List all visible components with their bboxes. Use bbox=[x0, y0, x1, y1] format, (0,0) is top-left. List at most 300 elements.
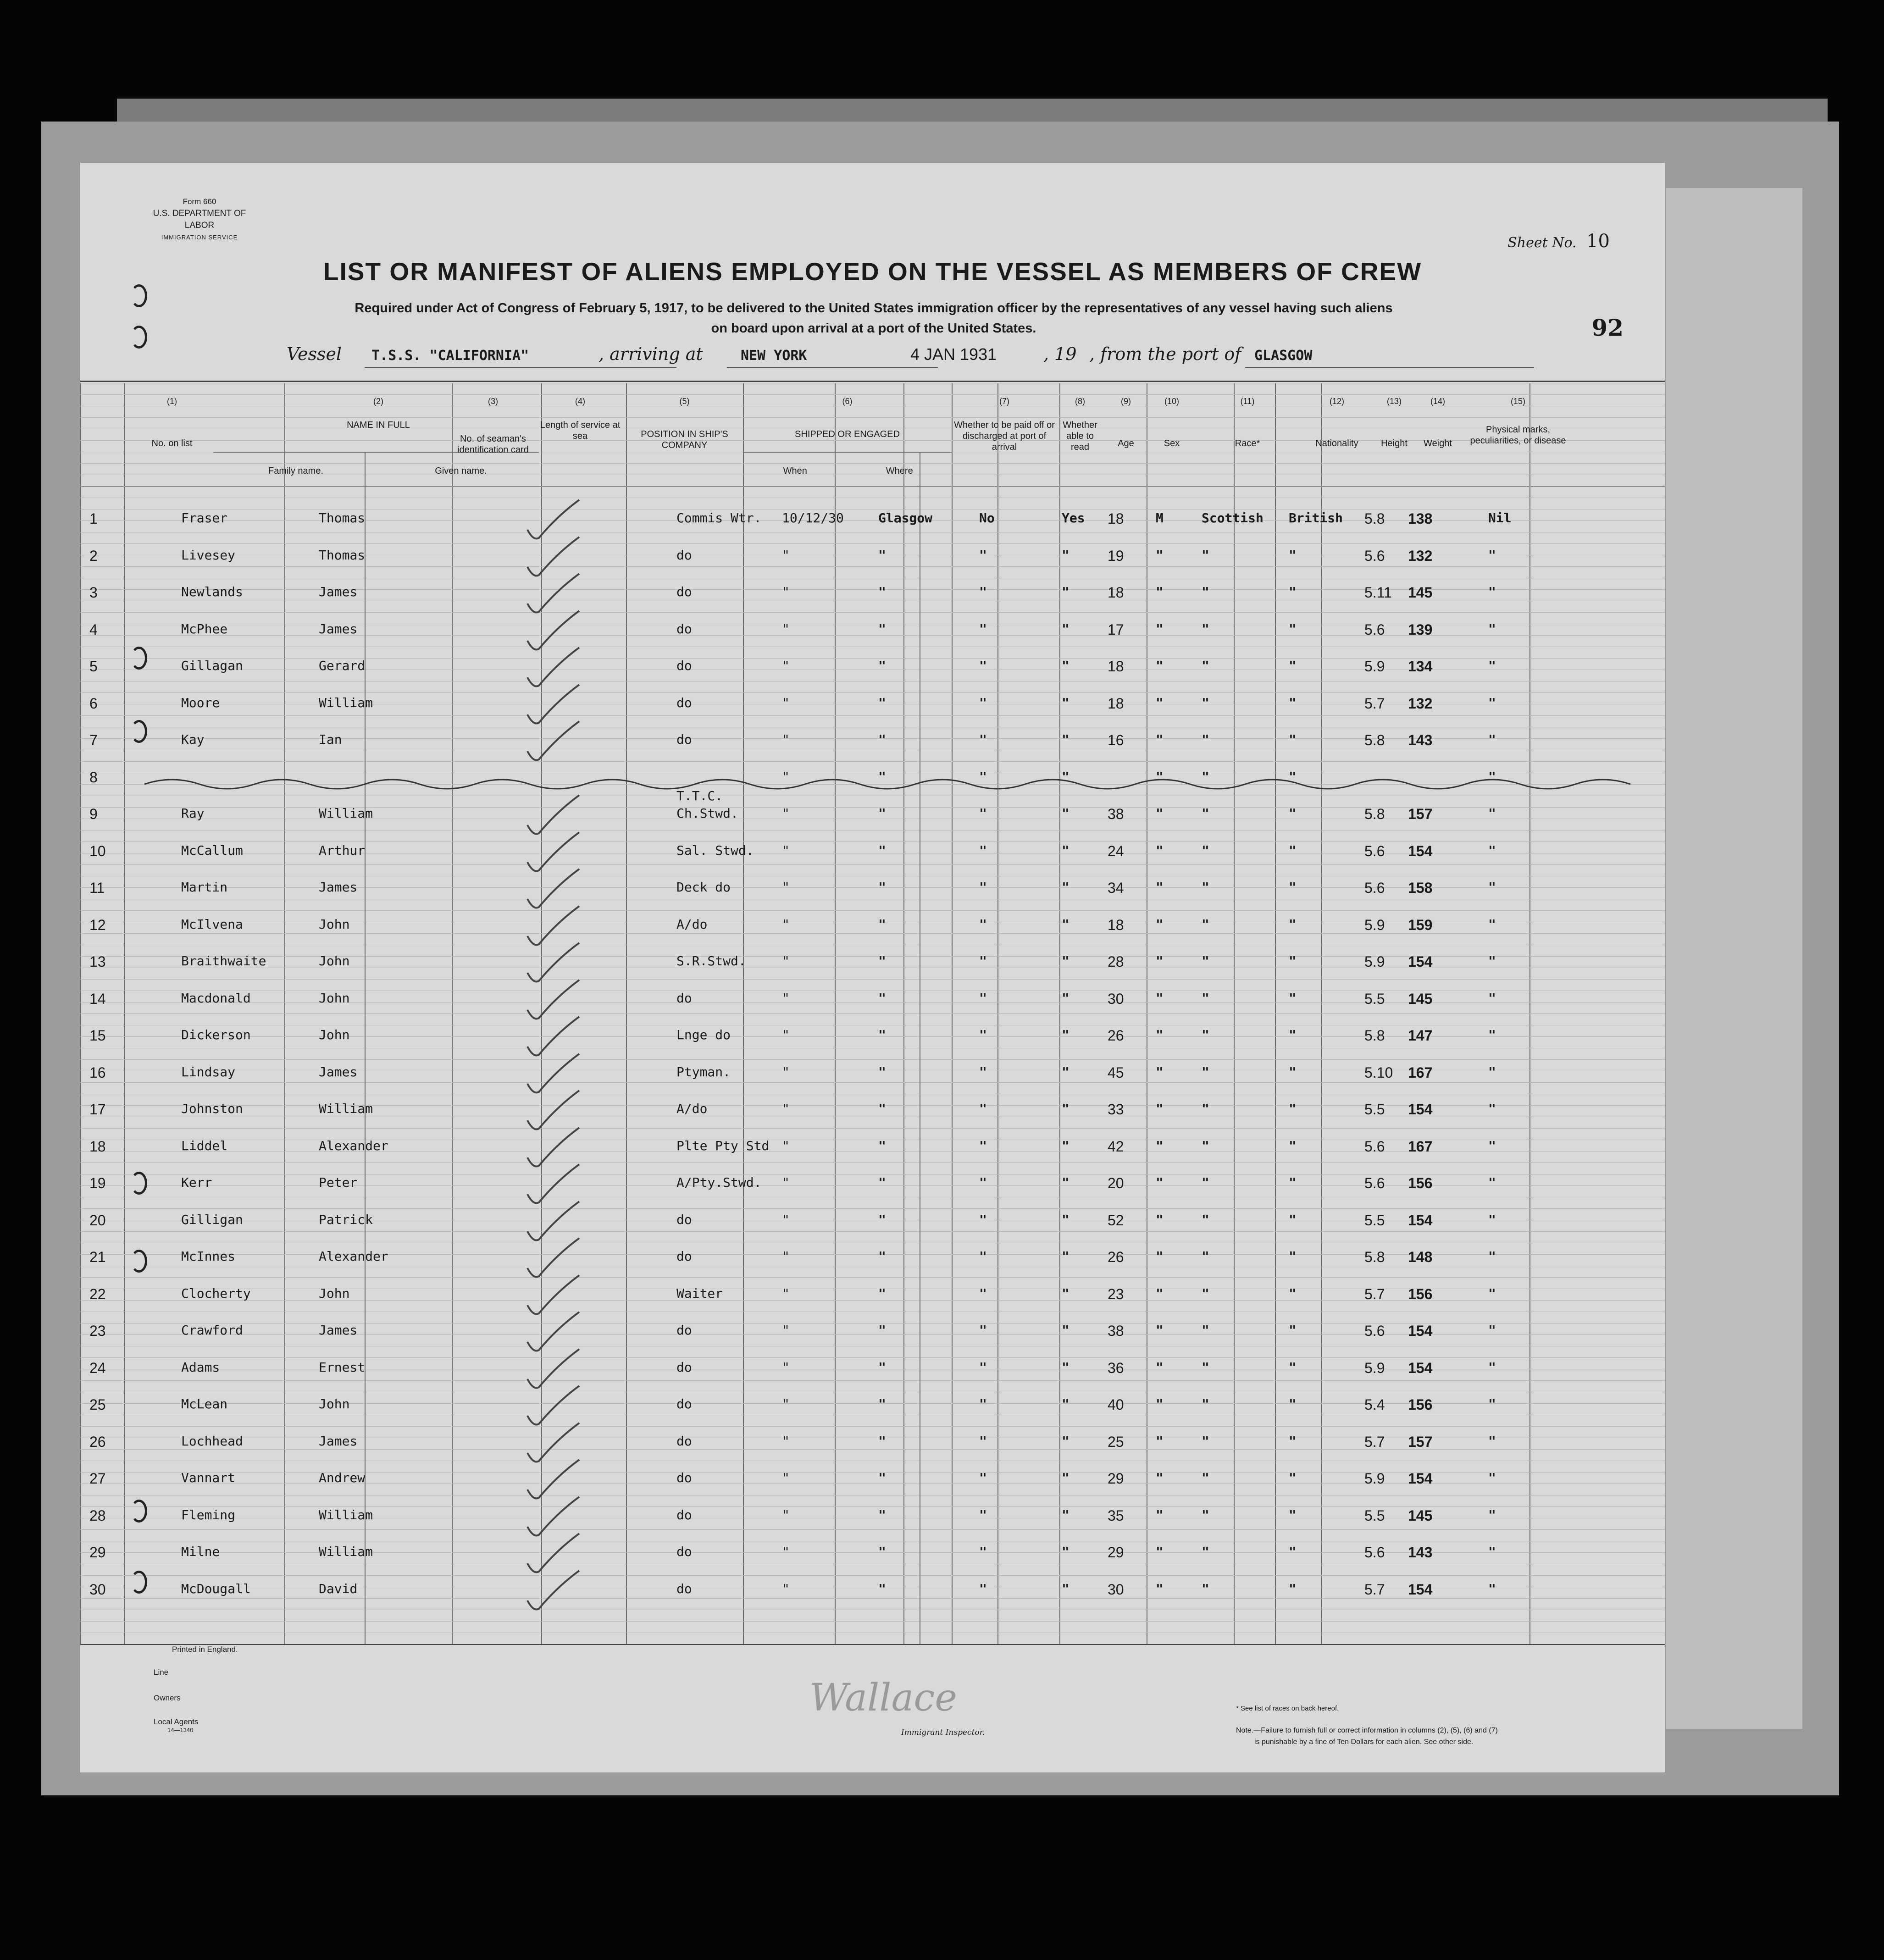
cell-where: " bbox=[878, 1396, 886, 1412]
cell-family: Dickerson bbox=[181, 1027, 251, 1042]
cell-nat: " bbox=[1289, 990, 1297, 1006]
cell-no: 15 bbox=[89, 1027, 106, 1044]
cell-when: " bbox=[782, 1544, 790, 1559]
cell-family: Vannart bbox=[181, 1470, 236, 1485]
cell-nat: " bbox=[1289, 1285, 1297, 1301]
cell-age: 52 bbox=[1108, 1212, 1124, 1229]
cell-height: 5.7 bbox=[1364, 1433, 1385, 1450]
cell-family: Lindsay bbox=[181, 1064, 236, 1080]
cell-height: 5.6 bbox=[1364, 1323, 1385, 1339]
cell-weight: 154 bbox=[1408, 1212, 1433, 1229]
cell-weight: 148 bbox=[1408, 1249, 1433, 1265]
column-number: (1) bbox=[167, 397, 177, 406]
form-header bbox=[149, 196, 250, 244]
cell-position: Waiter bbox=[676, 1285, 723, 1301]
cell-position: do bbox=[676, 1544, 692, 1559]
table-row bbox=[80, 654, 1665, 691]
cell-paid: " bbox=[979, 695, 987, 710]
owners-label: Owners bbox=[154, 1694, 181, 1702]
cell-read: " bbox=[1062, 1433, 1069, 1449]
cell-nat: " bbox=[1289, 1101, 1297, 1116]
cell-height: 5.10 bbox=[1364, 1064, 1393, 1081]
cell-where: " bbox=[878, 695, 886, 710]
cell-position: Sal. Stwd. bbox=[676, 842, 754, 858]
cell-where: " bbox=[878, 732, 886, 747]
cell-height: 5.11 bbox=[1364, 584, 1392, 601]
cell-given: Alexander bbox=[319, 1249, 388, 1264]
cell-race: " bbox=[1202, 769, 1209, 784]
cell-height: 5.8 bbox=[1364, 1249, 1385, 1265]
cell-sex: " bbox=[1156, 769, 1164, 784]
cell-paid: " bbox=[979, 1581, 987, 1596]
table-row bbox=[80, 1578, 1665, 1614]
cell-given: David bbox=[319, 1581, 358, 1596]
column-subheader: Given name. bbox=[435, 466, 487, 476]
column-header: No. on list bbox=[151, 438, 193, 448]
cell-weight: 145 bbox=[1408, 1507, 1433, 1524]
cell-no: 20 bbox=[89, 1212, 106, 1229]
column-subheader: When bbox=[783, 466, 807, 476]
cell-family: Clocherty bbox=[181, 1285, 251, 1301]
cell-nat: " bbox=[1289, 1175, 1297, 1190]
cell-read: " bbox=[1062, 621, 1069, 637]
cell-where: " bbox=[878, 842, 886, 858]
cell-height: 5.5 bbox=[1364, 990, 1385, 1007]
cell-nat: " bbox=[1289, 769, 1297, 784]
cell-nat: " bbox=[1289, 1138, 1297, 1153]
cell-given: Thomas bbox=[319, 510, 366, 526]
cell-paid: " bbox=[979, 880, 987, 895]
cell-marks: " bbox=[1488, 1470, 1496, 1485]
cell-marks: " bbox=[1488, 916, 1496, 932]
cell-given: John bbox=[319, 953, 350, 969]
cell-weight: 167 bbox=[1408, 1064, 1433, 1081]
cell-paid: " bbox=[979, 1027, 987, 1042]
cell-no: 16 bbox=[89, 1064, 106, 1081]
cell-sex: " bbox=[1156, 1433, 1164, 1449]
races-note: * See list of races on back hereof. bbox=[1236, 1705, 1339, 1712]
cell-age: 25 bbox=[1108, 1433, 1124, 1450]
cell-weight: 132 bbox=[1408, 695, 1433, 712]
cell-sex: " bbox=[1156, 1138, 1164, 1153]
cell-paid: " bbox=[979, 658, 987, 673]
cell-height: 5.6 bbox=[1364, 1175, 1385, 1191]
cell-nat: " bbox=[1289, 1212, 1297, 1227]
cell-given: John bbox=[319, 990, 350, 1006]
cell-height: 5.7 bbox=[1364, 1285, 1385, 1302]
cell-height: 5.6 bbox=[1364, 842, 1385, 859]
cell-sex: " bbox=[1156, 1285, 1164, 1301]
punch-hole bbox=[131, 720, 147, 743]
cell-no: 14 bbox=[89, 990, 106, 1007]
cell-paid: " bbox=[979, 953, 987, 969]
cell-where: " bbox=[878, 880, 886, 895]
cell-position: A/do bbox=[676, 1101, 708, 1116]
cell-sex: M bbox=[1156, 510, 1164, 526]
cell-weight: 154 bbox=[1408, 1323, 1433, 1339]
table-top-rule bbox=[80, 381, 1665, 382]
cell-marks: " bbox=[1488, 1249, 1496, 1264]
table-row bbox=[80, 692, 1665, 728]
cell-family: McInnes bbox=[181, 1249, 236, 1264]
cell-when: " bbox=[782, 547, 790, 563]
column-number: (10) bbox=[1164, 397, 1179, 406]
table-row bbox=[80, 1467, 1665, 1503]
cell-when: " bbox=[782, 1101, 790, 1116]
cell-sex: " bbox=[1156, 1359, 1164, 1375]
cell-nat: " bbox=[1289, 658, 1297, 673]
cell-family: McDougall bbox=[181, 1581, 251, 1596]
punch-hole bbox=[131, 1172, 147, 1195]
cell-height: 5.7 bbox=[1364, 695, 1385, 712]
cell-when: " bbox=[782, 990, 790, 1006]
cell-weight: 158 bbox=[1408, 880, 1433, 896]
cell-sex: " bbox=[1156, 1544, 1164, 1559]
cell-position: Commis Wtr. bbox=[676, 510, 762, 526]
vessel-name: T.S.S. "CALIFORNIA" bbox=[371, 348, 529, 364]
cell-race: " bbox=[1202, 1470, 1209, 1485]
table-row bbox=[80, 1245, 1665, 1282]
cell-paid: " bbox=[979, 1433, 987, 1449]
cell-read: " bbox=[1062, 584, 1069, 599]
cell-weight: 159 bbox=[1408, 916, 1433, 933]
column-header: Race* bbox=[1235, 438, 1260, 448]
cell-nat: " bbox=[1289, 1544, 1297, 1559]
cell-height: 5.6 bbox=[1364, 1138, 1385, 1155]
sheet-label: Sheet No. bbox=[1507, 235, 1577, 251]
cell-where: " bbox=[878, 1064, 886, 1080]
cell-where: " bbox=[878, 1433, 886, 1449]
cell-given: Peter bbox=[319, 1175, 358, 1190]
cell-position: do bbox=[676, 584, 692, 599]
cell-race: " bbox=[1202, 584, 1209, 599]
cell-no: 7 bbox=[89, 732, 98, 748]
arriving-port: NEW YORK bbox=[741, 348, 807, 364]
column-number: (12) bbox=[1329, 397, 1344, 406]
cell-weight: 139 bbox=[1408, 621, 1433, 638]
cell-no: 22 bbox=[89, 1285, 106, 1302]
cell-no: 21 bbox=[89, 1249, 106, 1265]
table-bottom-rule bbox=[80, 1644, 1665, 1645]
cell-given: William bbox=[319, 1507, 373, 1523]
cell-weight: 157 bbox=[1408, 1433, 1433, 1450]
cell-read: " bbox=[1062, 1212, 1069, 1227]
cell-nat: " bbox=[1289, 1064, 1297, 1080]
table-row bbox=[80, 913, 1665, 950]
cell-given: Thomas bbox=[319, 547, 366, 563]
cell-paid: " bbox=[979, 1101, 987, 1116]
cell-marks: " bbox=[1488, 1507, 1496, 1523]
cell-race: " bbox=[1202, 1433, 1209, 1449]
cell-family: Milne bbox=[181, 1544, 220, 1559]
cell-paid: " bbox=[979, 1064, 987, 1080]
cell-age: 18 bbox=[1108, 510, 1124, 527]
cell-age: 18 bbox=[1108, 916, 1124, 933]
cell-given: William bbox=[319, 1544, 373, 1559]
cell-sex: " bbox=[1156, 1064, 1164, 1080]
cell-no: 4 bbox=[89, 621, 98, 638]
cell-read: " bbox=[1062, 1064, 1069, 1080]
cell-family: Adams bbox=[181, 1359, 220, 1375]
column-number: (14) bbox=[1430, 397, 1445, 406]
column-number: (11) bbox=[1240, 397, 1255, 406]
cell-paid: " bbox=[979, 1507, 987, 1523]
cell-position: Deck do bbox=[676, 880, 731, 895]
cell-where: " bbox=[878, 806, 886, 821]
cell-nat: " bbox=[1289, 547, 1297, 563]
cell-race: Scottish bbox=[1202, 510, 1263, 526]
cell-age: 26 bbox=[1108, 1027, 1124, 1044]
cell-age: 19 bbox=[1108, 547, 1124, 564]
inspector-label: Immigrant Inspector. bbox=[901, 1728, 985, 1737]
cell-marks: " bbox=[1488, 1027, 1496, 1042]
cell-position: do bbox=[676, 1396, 692, 1412]
cell-family: Gillagan bbox=[181, 658, 243, 673]
cell-height: 5.6 bbox=[1364, 880, 1385, 896]
table-row bbox=[80, 1393, 1665, 1429]
cell-nat: " bbox=[1289, 1433, 1297, 1449]
cell-age: 30 bbox=[1108, 990, 1124, 1007]
cell-age: 38 bbox=[1108, 806, 1124, 822]
cell-marks: " bbox=[1488, 806, 1496, 821]
ruled-line bbox=[80, 486, 1665, 487]
punch-hole bbox=[131, 1500, 147, 1523]
table-row bbox=[80, 1208, 1665, 1245]
cell-position: do bbox=[676, 1507, 692, 1523]
cell-race: " bbox=[1202, 1323, 1209, 1338]
cell-marks: " bbox=[1488, 1138, 1496, 1153]
cell-family: McLean bbox=[181, 1396, 228, 1412]
cell-family: McPhee bbox=[181, 621, 228, 637]
cell-given: John bbox=[319, 1027, 350, 1042]
cell-race: " bbox=[1202, 1581, 1209, 1596]
cell-marks: " bbox=[1488, 1323, 1496, 1338]
cell-position: do bbox=[676, 1359, 692, 1375]
cell-read: " bbox=[1062, 1359, 1069, 1375]
cell-weight: 156 bbox=[1408, 1396, 1433, 1413]
table-row bbox=[80, 1282, 1665, 1319]
cell-height: 5.9 bbox=[1364, 658, 1385, 675]
arriving-label: , arriving at bbox=[598, 344, 703, 364]
cell-where: " bbox=[878, 1138, 886, 1153]
form-number: Form 660 bbox=[183, 197, 216, 206]
cell-no: 10 bbox=[89, 842, 106, 859]
cell-where: " bbox=[878, 1101, 886, 1116]
cell-position: A/Pty.Stwd. bbox=[676, 1175, 762, 1190]
cell-race: " bbox=[1202, 1175, 1209, 1190]
cell-no: 9 bbox=[89, 806, 98, 822]
cell-where: " bbox=[878, 990, 886, 1006]
cell-given: Arthur bbox=[319, 842, 366, 858]
cell-no: 17 bbox=[89, 1101, 106, 1118]
table-row bbox=[80, 987, 1665, 1024]
cell-race: " bbox=[1202, 1507, 1209, 1523]
cell-when: " bbox=[782, 658, 790, 673]
cell-race: " bbox=[1202, 916, 1209, 932]
cell-read: " bbox=[1062, 658, 1069, 673]
table-row bbox=[80, 950, 1665, 986]
cell-when: " bbox=[782, 1175, 790, 1190]
cell-sex: " bbox=[1156, 584, 1164, 599]
cell-position: Ptyman. bbox=[676, 1064, 731, 1080]
cell-position: do bbox=[676, 695, 692, 710]
cell-sex: " bbox=[1156, 1507, 1164, 1523]
cell-paid: " bbox=[979, 1212, 987, 1227]
table-row bbox=[80, 544, 1665, 581]
cell-given: William bbox=[319, 1101, 373, 1116]
cell-where: " bbox=[878, 1323, 886, 1338]
cell-position: do bbox=[676, 1212, 692, 1227]
cell-given: James bbox=[319, 1064, 358, 1080]
cell-when: " bbox=[782, 1433, 790, 1449]
cell-paid: " bbox=[979, 1249, 987, 1264]
cell-when: " bbox=[782, 1396, 790, 1412]
cell-marks: " bbox=[1488, 1544, 1496, 1559]
cell-height: 5.9 bbox=[1364, 1470, 1385, 1487]
cell-race: " bbox=[1202, 806, 1209, 821]
cell-nat: " bbox=[1289, 806, 1297, 821]
service: IMMIGRATION SERVICE bbox=[161, 234, 238, 241]
cell-position: do bbox=[676, 621, 692, 637]
cell-weight: 134 bbox=[1408, 658, 1433, 675]
column-number: (9) bbox=[1121, 397, 1131, 406]
cell-paid: " bbox=[979, 1323, 987, 1338]
cell-read: " bbox=[1062, 695, 1069, 710]
cell-race: " bbox=[1202, 547, 1209, 563]
column-number: (4) bbox=[575, 397, 585, 406]
cell-sex: " bbox=[1156, 1175, 1164, 1190]
cell-no: 12 bbox=[89, 916, 106, 933]
fine-note-2: is punishable by a fine of Ten Dollars for each alien. See other side. bbox=[1254, 1738, 1474, 1746]
cell-sex: " bbox=[1156, 1470, 1164, 1485]
cell-marks: " bbox=[1488, 1581, 1496, 1596]
cell-when: " bbox=[782, 842, 790, 858]
cell-nat: " bbox=[1289, 1470, 1297, 1485]
agents-label: Local Agents bbox=[154, 1717, 199, 1726]
cell-when: " bbox=[782, 806, 790, 821]
cell-given: John bbox=[319, 916, 350, 932]
cell-race: " bbox=[1202, 1396, 1209, 1412]
cell-age: 18 bbox=[1108, 584, 1124, 601]
cell-age: 42 bbox=[1108, 1138, 1124, 1155]
cell-nat: " bbox=[1289, 1396, 1297, 1412]
cell-marks: " bbox=[1488, 842, 1496, 858]
cell-read: " bbox=[1062, 806, 1069, 821]
cell-age: 17 bbox=[1108, 621, 1124, 638]
cell-when: " bbox=[782, 1359, 790, 1375]
cell-when: " bbox=[782, 1507, 790, 1523]
column-number: (3) bbox=[488, 397, 498, 406]
cell-height: 5.5 bbox=[1364, 1101, 1385, 1118]
column-header: Nationality bbox=[1315, 438, 1358, 448]
cell-where: " bbox=[878, 1212, 886, 1227]
cell-nat: " bbox=[1289, 695, 1297, 710]
cell-race: " bbox=[1202, 732, 1209, 747]
cell-when: " bbox=[782, 1323, 790, 1338]
punch-hole bbox=[131, 1571, 147, 1594]
cell-marks: " bbox=[1488, 1285, 1496, 1301]
column-header: Whether able to read bbox=[1063, 420, 1097, 452]
page-subtitle bbox=[287, 298, 1461, 338]
back-page-right bbox=[1651, 188, 1802, 1729]
cell-paid: " bbox=[979, 916, 987, 932]
cell-nat: " bbox=[1289, 953, 1297, 969]
cell-age: 29 bbox=[1108, 1470, 1124, 1487]
cell-race: " bbox=[1202, 880, 1209, 895]
cell-age: 28 bbox=[1108, 953, 1124, 970]
cell-weight: 138 bbox=[1408, 510, 1433, 527]
cell-marks: " bbox=[1488, 1101, 1496, 1116]
cell-position: do bbox=[676, 1433, 692, 1449]
cell-age: 38 bbox=[1108, 1323, 1124, 1339]
cell-race: " bbox=[1202, 658, 1209, 673]
cell-no: 1 bbox=[89, 510, 98, 527]
cell-weight: 154 bbox=[1408, 1470, 1433, 1487]
table-row bbox=[80, 1171, 1665, 1208]
cell-no: 28 bbox=[89, 1507, 106, 1524]
cell-when: " bbox=[782, 584, 790, 599]
table-row bbox=[80, 1430, 1665, 1467]
cell-sex: " bbox=[1156, 1396, 1164, 1412]
column-number: (6) bbox=[842, 397, 853, 406]
vessel-line bbox=[80, 344, 1665, 376]
cell-position: Plte Pty Std bbox=[676, 1138, 770, 1153]
cell-when: " bbox=[782, 953, 790, 969]
cell-age: 26 bbox=[1108, 1249, 1124, 1265]
cell-position2: T.T.C. bbox=[676, 788, 723, 803]
cell-marks: " bbox=[1488, 1175, 1496, 1190]
cell-weight: 154 bbox=[1408, 1101, 1433, 1118]
table-row bbox=[80, 876, 1665, 913]
line-label: Line bbox=[154, 1668, 169, 1677]
cell-marks: " bbox=[1488, 1212, 1496, 1227]
cell-height: 5.9 bbox=[1364, 1359, 1385, 1376]
cell-marks: " bbox=[1488, 584, 1496, 599]
cell-read: " bbox=[1062, 1396, 1069, 1412]
cell-given: Gerard bbox=[319, 658, 366, 673]
cell-when: " bbox=[782, 1027, 790, 1042]
cell-paid: " bbox=[979, 769, 987, 784]
from-port: GLASGOW bbox=[1254, 348, 1313, 364]
cell-paid: " bbox=[979, 621, 987, 637]
cell-age: 34 bbox=[1108, 880, 1124, 896]
cell-given: Andrew bbox=[319, 1470, 366, 1485]
cell-given: William bbox=[319, 695, 373, 710]
cell-marks: " bbox=[1488, 1064, 1496, 1080]
cell-no: 24 bbox=[89, 1359, 106, 1376]
cell-read: " bbox=[1062, 1581, 1069, 1596]
cell-read: Yes bbox=[1062, 510, 1085, 526]
cell-height: 5.7 bbox=[1364, 1581, 1385, 1598]
cell-paid: " bbox=[979, 1470, 987, 1485]
cell-sex: " bbox=[1156, 547, 1164, 563]
cell-position: Lnge do bbox=[676, 1027, 731, 1042]
cell-sex: " bbox=[1156, 658, 1164, 673]
cell-age: 35 bbox=[1108, 1507, 1124, 1524]
cell-weight: 154 bbox=[1408, 1359, 1433, 1376]
cell-family: Martin bbox=[181, 880, 228, 895]
cell-paid: " bbox=[979, 584, 987, 599]
cell-when: " bbox=[782, 732, 790, 747]
cell-sex: " bbox=[1156, 1249, 1164, 1264]
punch-hole bbox=[131, 1250, 147, 1273]
cell-paid: " bbox=[979, 1138, 987, 1153]
cell-sex: " bbox=[1156, 621, 1164, 637]
cell-height: 5.5 bbox=[1364, 1212, 1385, 1229]
cell-family: Fleming bbox=[181, 1507, 236, 1523]
cell-race: " bbox=[1202, 1064, 1209, 1080]
cell-sex: " bbox=[1156, 916, 1164, 932]
